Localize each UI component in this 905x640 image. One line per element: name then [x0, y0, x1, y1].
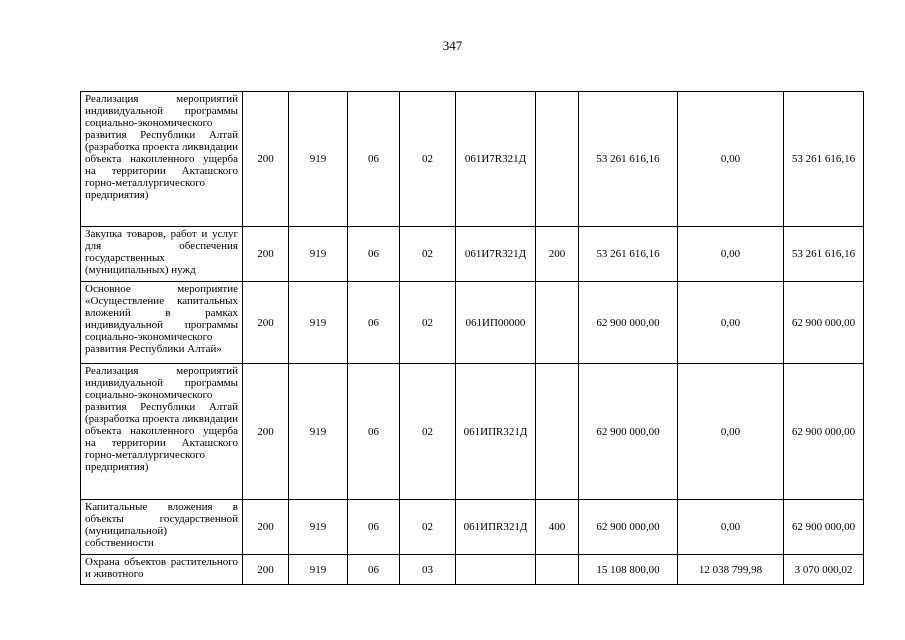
cell-sum-a: 0,00 [678, 227, 784, 282]
cell-vr: 400 [536, 500, 579, 555]
cell-csr: 061И7R321Д [456, 92, 536, 227]
cell-csr: 061И7R321Д [456, 227, 536, 282]
cell-sum-b: 53 261 616,16 [784, 92, 864, 227]
cell-vr [536, 92, 579, 227]
cell-rz: 06 [348, 364, 400, 500]
table-row [81, 92, 864, 227]
table-row [81, 500, 864, 555]
cell-rz: 06 [348, 227, 400, 282]
cell-glava: 200 [243, 227, 289, 282]
page-number: 347 [442, 38, 463, 53]
cell-rz: 06 [348, 92, 400, 227]
cell-sum-b: 62 900 000,00 [784, 500, 864, 555]
cell-sum-total: 53 261 616,16 [579, 92, 678, 227]
table-row [81, 555, 864, 585]
row-name: Закупка товаров, работ и услуг для обеспечения государственных (муниципальных) нужд [81, 227, 243, 282]
cell-glava: 200 [243, 500, 289, 555]
table-row [81, 227, 864, 282]
cell-pr: 02 [400, 92, 456, 227]
row-name-text: Охрана объектов растительного и животного [85, 556, 238, 580]
cell-glava: 200 [243, 92, 289, 227]
cell-sum-b: 3 070 000,02 [784, 555, 864, 585]
cell-sum-a: 0,00 [678, 500, 784, 555]
cell-glava: 200 [243, 555, 289, 585]
cell-rz: 06 [348, 500, 400, 555]
cell-sum-total: 62 900 000,00 [579, 282, 678, 364]
row-name: Реализация мероприятий индивидуальной программы социально-экономического развития Республики Алтай (разработка проекта ликвидации объекта накопленного ущерба на территории Акташского горно-металлургического предприятия) [81, 92, 243, 227]
cell-sum-total: 15 108 800,00 [579, 555, 678, 585]
cell-csr: 061ИПR321Д [456, 364, 536, 500]
budget-table [80, 91, 864, 585]
cell-sum-b: 62 900 000,00 [784, 364, 864, 500]
cell-ved: 919 [289, 282, 348, 364]
cell-pr: 02 [400, 227, 456, 282]
table-row [81, 282, 864, 364]
cell-ved: 919 [289, 364, 348, 500]
cell-ved: 919 [289, 500, 348, 555]
cell-vr [536, 364, 579, 500]
cell-rz: 06 [348, 555, 400, 585]
cell-sum-b: 53 261 616,16 [784, 227, 864, 282]
cell-pr: 03 [400, 555, 456, 585]
row-name: Реализация мероприятий индивидуальной программы социально-экономического развития Республики Алтай (разработка проекта ликвидации объекта накопленного ущерба на территории Акташского горно-металлургического предприятия) [81, 364, 243, 500]
cell-csr: 061ИПR321Д [456, 500, 536, 555]
cell-sum-b: 62 900 000,00 [784, 282, 864, 364]
cell-sum-a: 0,00 [678, 92, 784, 227]
cell-ved: 919 [289, 555, 348, 585]
cell-sum-a: 0,00 [678, 364, 784, 500]
cell-pr: 02 [400, 282, 456, 364]
cell-pr: 02 [400, 500, 456, 555]
cell-sum-total: 53 261 616,16 [579, 227, 678, 282]
cell-vr [536, 282, 579, 364]
cell-sum-a: 12 038 799,98 [678, 555, 784, 585]
cell-ved: 919 [289, 227, 348, 282]
cell-sum-a: 0,00 [678, 282, 784, 364]
row-name: Основное мероприятие «Осуществление капитальных вложений в рамках индивидуальной программы социально-экономического развития Республики Алтай» [81, 282, 243, 364]
table-row [81, 364, 864, 500]
row-name [81, 555, 243, 585]
cell-glava: 200 [243, 282, 289, 364]
cell-sum-total: 62 900 000,00 [579, 500, 678, 555]
row-name: Капитальные вложения в объекты государственной (муниципальной) собственности [81, 500, 243, 555]
cell-csr [456, 555, 536, 585]
cell-ved: 919 [289, 92, 348, 227]
cell-sum-total: 62 900 000,00 [579, 364, 678, 500]
cell-vr: 200 [536, 227, 579, 282]
cell-csr: 061ИП00000 [456, 282, 536, 364]
cell-rz: 06 [348, 282, 400, 364]
cell-glava: 200 [243, 364, 289, 500]
cell-vr [536, 555, 579, 585]
cell-pr: 02 [400, 364, 456, 500]
